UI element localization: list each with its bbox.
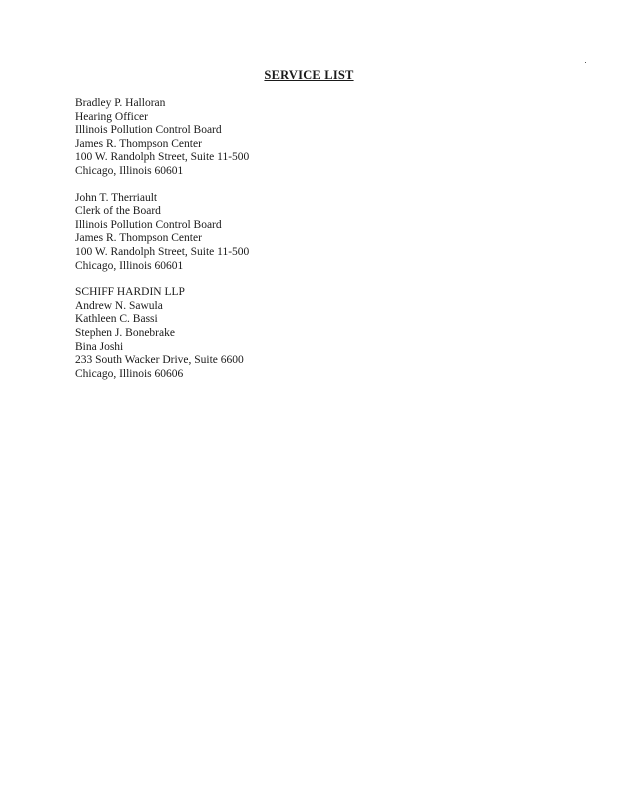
recipient-attorney: Stephen J. Bonebrake	[75, 326, 175, 339]
service-list	[75, 97, 475, 394]
recipient-block-clerk	[75, 192, 475, 274]
recipient-attorney: Kathleen C. Bassi	[75, 313, 158, 326]
recipient-building: James R. Thompson Center	[75, 137, 202, 150]
recipient-firm-name: SCHIFF HARDIN LLP	[75, 286, 185, 299]
recipient-block-hearing-officer	[75, 97, 475, 179]
recipient-city: Chicago, Illinois 60606	[75, 367, 184, 380]
recipient-title: Clerk of the Board	[75, 205, 161, 218]
recipient-city: Chicago, Illinois 60601	[75, 259, 184, 272]
recipient-attorney: Bina Joshi	[75, 340, 124, 353]
page-title: SERVICE LIST	[264, 68, 354, 82]
recipient-title: Hearing Officer	[75, 110, 148, 123]
recipient-city: Chicago, Illinois 60601	[75, 164, 184, 177]
recipient-block-law-firm	[75, 286, 475, 381]
recipient-name: Bradley P. Halloran	[75, 97, 166, 109]
recipient-street: 233 South Wacker Drive, Suite 6600	[75, 354, 244, 367]
recipient-name: John T. Therriault	[75, 191, 158, 204]
scan-speck	[585, 62, 586, 63]
recipient-building: James R. Thompson Center	[75, 232, 202, 245]
recipient-organization: Illinois Pollution Control Board	[75, 218, 222, 231]
recipient-attorney: Andrew N. Sawula	[75, 299, 163, 312]
recipient-street: 100 W. Randolph Street, Suite 11-500	[75, 245, 250, 258]
recipient-organization: Illinois Pollution Control Board	[75, 124, 222, 137]
recipient-street: 100 W. Randolph Street, Suite 11-500	[75, 151, 250, 164]
